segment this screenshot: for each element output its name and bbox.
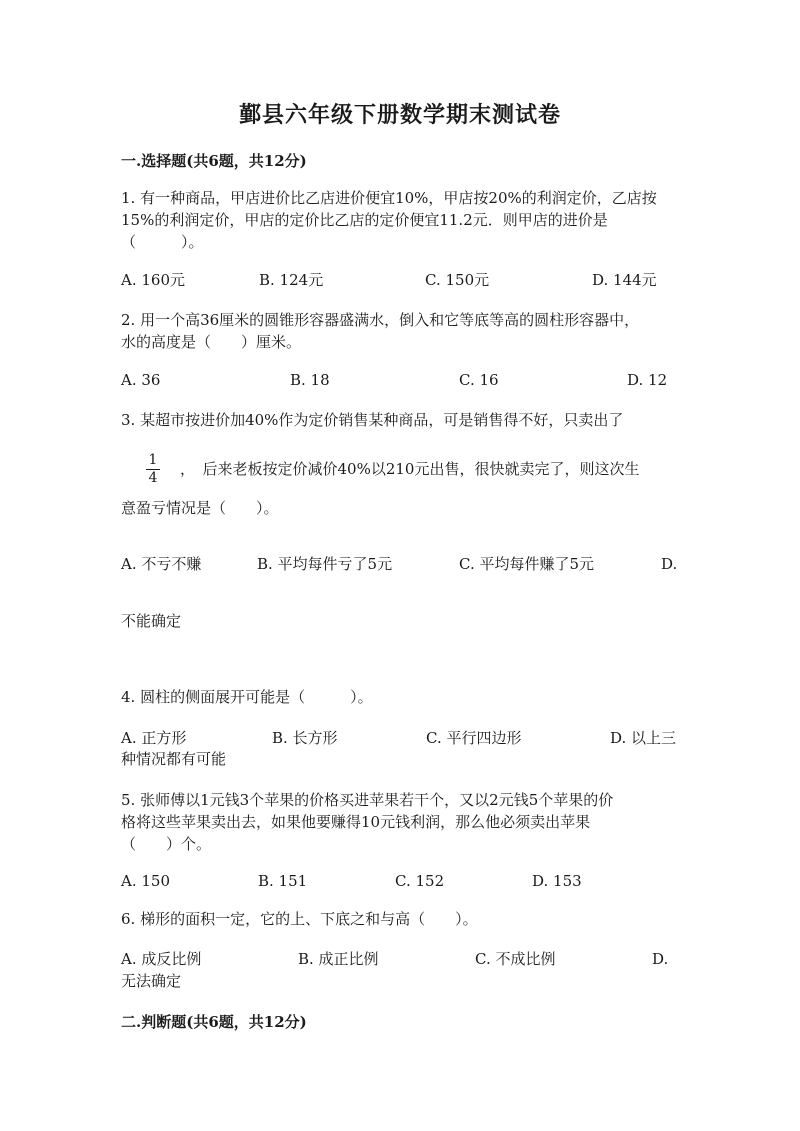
question-6-line: 6. 梯形的面积一定，它的上、下底之和与高（ ）。 — [121, 910, 478, 928]
question-4-option-b[interactable]: B. 长方形 — [272, 729, 338, 747]
page-title: 鄞县六年级下册数学期末测试卷 — [238, 102, 561, 128]
question-1-option-d[interactable]: D. 144元 — [592, 271, 657, 289]
question-4-option-c[interactable]: C. 平行四边形 — [426, 729, 522, 747]
question-1-line-3: （ ）。 — [121, 233, 204, 251]
question-3-option-a[interactable]: A. 不亏不赚 — [121, 555, 202, 573]
question-3-line-1: 3. 某超市按进价加40%作为定价销售某种商品，可是销售得不好，只卖出了 — [121, 411, 624, 429]
question-1-line-2: 15%的利润定价，甲店的定价比乙店的定价便宜11.2元．则甲店的进价是 — [121, 211, 608, 229]
question-5-line-1: 5. 张师傅以1元钱3个苹果的价格买进苹果若干个，又以2元钱5个苹果的价 — [121, 791, 614, 809]
question-1-line-1: 1. 有一种商品，甲店进价比乙店进价便宜10%，甲店按20%的利润定价，乙店按 — [121, 189, 657, 207]
question-6-option-d-text[interactable]: 无法确定 — [121, 972, 182, 990]
question-1-option-b[interactable]: B. 124元 — [259, 271, 324, 289]
question-3-option-b[interactable]: B. 平均每件亏了5元 — [257, 555, 393, 573]
question-3-option-d[interactable]: D. — [661, 555, 678, 573]
fraction-numerator: 1 — [148, 452, 158, 468]
question-6-option-b[interactable]: B. 成正比例 — [298, 950, 379, 968]
question-5-option-d[interactable]: D. 153 — [532, 872, 582, 890]
question-4-option-d-text[interactable]: 种情况都有可能 — [121, 750, 227, 768]
question-4-option-d[interactable]: D. 以上三 — [610, 729, 677, 747]
question-2-option-d[interactable]: D. 12 — [627, 371, 668, 389]
question-2-option-a[interactable]: A. 36 — [121, 371, 161, 389]
question-3-option-d-text[interactable]: 不能确定 — [121, 612, 182, 630]
question-2-option-b[interactable]: B. 18 — [290, 371, 330, 389]
question-3-line-2: ， 后来老板按定价减价40%以210元出售，很快就卖完了，则这次生 — [180, 460, 640, 478]
question-5-line-2: 格将这些苹果卖出去，如果他要赚得10元钱利润，那么他必须卖出苹果 — [121, 813, 591, 831]
question-2-line-2: 水的高度是（ ）厘米。 — [121, 333, 302, 351]
question-2-option-c[interactable]: C. 16 — [459, 371, 499, 389]
question-5-option-c[interactable]: C. 152 — [395, 872, 445, 890]
question-4-option-a[interactable]: A. 正方形 — [121, 729, 187, 747]
question-5-option-a[interactable]: A. 150 — [121, 872, 170, 890]
question-2-line-1: 2. 用一个高36厘米的圆锥形容器盛满水，倒入和它等底等高的圆柱形容器中， — [121, 311, 640, 329]
section-heading-choice: 一.选择题(共6题，共12分) — [121, 152, 307, 170]
question-1-option-a[interactable]: A. 160元 — [121, 271, 185, 289]
question-5-line-3: （ ）个。 — [121, 835, 212, 853]
question-5-option-b[interactable]: B. 151 — [258, 872, 308, 890]
question-6-option-a[interactable]: A. 成反比例 — [121, 950, 202, 968]
question-6-option-d[interactable]: D. — [652, 950, 669, 968]
question-3-option-c[interactable]: C. 平均每件赚了5元 — [459, 555, 595, 573]
question-1-option-c[interactable]: C. 150元 — [425, 271, 490, 289]
fraction-denominator: 4 — [148, 470, 158, 486]
fraction-one-quarter — [144, 452, 162, 487]
question-4-line: 4. 圆柱的侧面展开可能是（ ）。 — [121, 688, 373, 706]
question-6-option-c[interactable]: C. 不成比例 — [475, 950, 556, 968]
section-heading-judgement: 二.判断题(共6题，共12分) — [121, 1013, 307, 1031]
question-3-line-3: 意盈亏情况是（ ）。 — [121, 499, 279, 517]
